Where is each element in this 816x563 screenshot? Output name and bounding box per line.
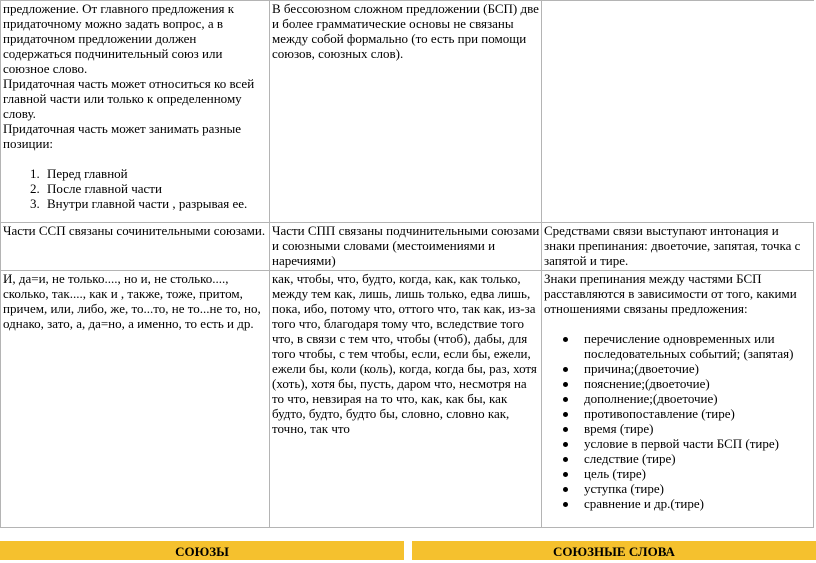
list-item: сравнение и др.(тире)	[584, 496, 812, 511]
list-item: 1. Перед главной	[43, 166, 268, 181]
list-item: пояснение;(двоеточие)	[584, 376, 812, 391]
paragraph: Средствами связи выступают интонация и знаки препинания: двоеточие, запятая, точка с запятой и тире.	[544, 223, 801, 268]
paragraph: как, чтобы, что, будто, когда, как, как только, между тем как, лишь, лишь только, едва лишь, пока, ибо, потому что, оттого что, так как, из-за того что, благодаря тому что, вследствие того что, в связи с тем что, чтобы (чтоб), дабы, для того чтобы, с тем чтобы, если, если бы, ежели, ежели бы, коли (коль), когда, когда бы, раз, хотя (хоть), хотя бы, пусть, даром что, несмотря на то что, невзирая на то что, как, как бы, как будто, будто, будто бы, словно, словно как, точно, так что	[272, 271, 537, 436]
conjunctive-words-header: СОЮЗНЫЕ СЛОВА	[412, 541, 816, 560]
list-item: 3. Внутри главной части , разрывая ее.	[43, 196, 268, 211]
table-row	[1, 223, 814, 271]
relations-list	[544, 331, 812, 511]
ssp-spp-rules-cell	[1, 1, 270, 223]
footer-header-row	[0, 541, 816, 560]
paragraph: Знаки препинания между частями БСП расставляются в зависимости от того, какими отношениями связаны предложения:	[544, 271, 797, 316]
empty-cell	[542, 1, 814, 223]
bsp-connection-cell	[542, 223, 814, 271]
ssp-connection-cell	[1, 223, 270, 271]
list-item: дополнение;(двоеточие)	[584, 391, 812, 406]
positions-list	[3, 166, 268, 211]
list-item: уступка (тире)	[584, 481, 812, 496]
paragraph: И, да=и, не только...., но и, не столько...., сколько, так...., как и , также, тоже, притом, причем, или, либо, же, то...то, не то...не то, но, однако, зато, а, да=но, а именно, то есть и др.	[3, 271, 261, 331]
bsp-definition-cell	[270, 1, 542, 223]
subordinating-conjunctions-cell	[270, 271, 542, 528]
paragraph: В бессоюзном сложном предложении (БСП) две и более грамматические основы не связаны между собой формально (то есть при помощи союзов, союзных слов).	[272, 1, 539, 61]
table-row	[1, 1, 814, 223]
paragraph: Придаточная часть может занимать разные позиции:	[3, 121, 242, 151]
list-item: противопоставление (тире)	[584, 406, 812, 421]
paragraph: Части СПП связаны подчинительными союзами и союзными словами (местоимениями и наречиями)	[272, 223, 540, 268]
table-row	[1, 271, 814, 528]
spp-connection-cell	[270, 223, 542, 271]
list-item: 2. После главной части	[43, 181, 268, 196]
header-gap	[404, 541, 412, 560]
coordinating-conjunctions-cell	[1, 271, 270, 528]
paragraph: предложение. От главного предложения к придаточному можно задать вопрос, а в придаточном предложении должен содержаться подчинительный союз или союзное слово.	[3, 1, 235, 76]
list-item: условие в первой части БСП (тире)	[584, 436, 812, 451]
list-item: перечисление одновременных или последовательных событий; (запятая)	[584, 331, 812, 361]
bsp-punctuation-cell	[542, 271, 814, 528]
list-item: время (тире)	[584, 421, 812, 436]
paragraph: Придаточная часть может относиться ко всей главной части или только к определенному слову.	[3, 76, 255, 121]
paragraph: Части ССП связаны сочинительными союзами.	[3, 223, 266, 238]
list-item: цель (тире)	[584, 466, 812, 481]
list-item: следствие (тире)	[584, 451, 812, 466]
list-item: причина;(двоеточие)	[584, 361, 812, 376]
conjunctions-header: СОЮЗЫ	[0, 541, 404, 560]
